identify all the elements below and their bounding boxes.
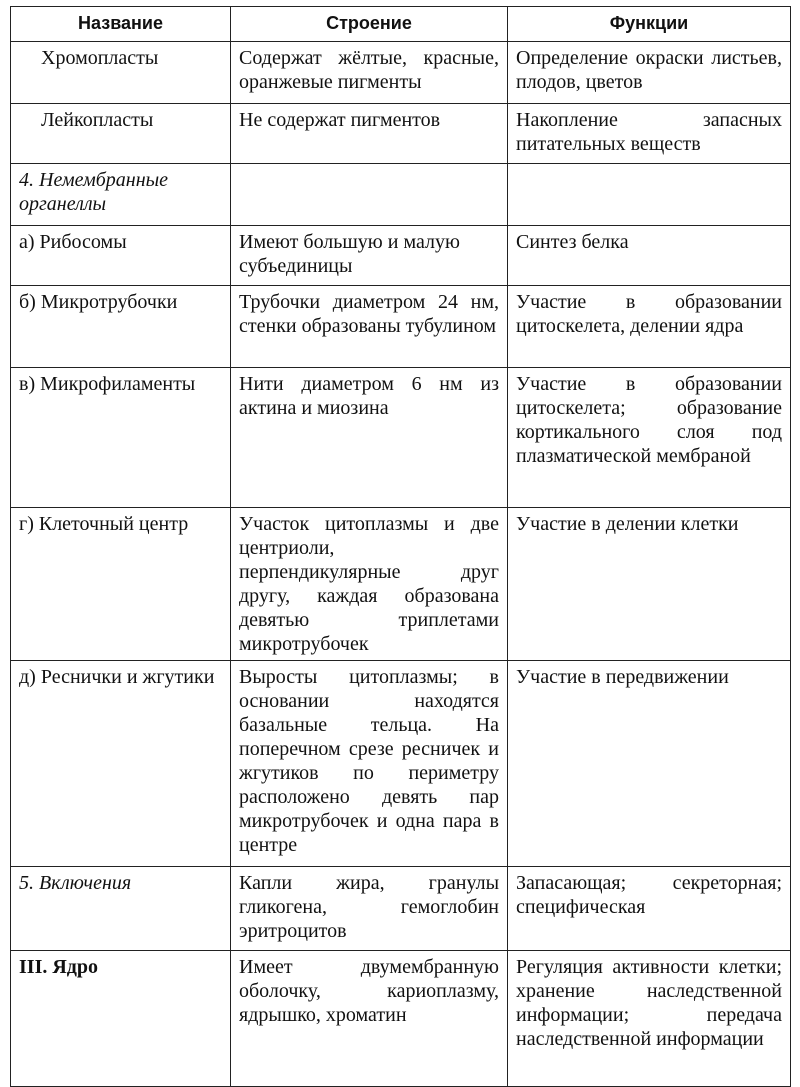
cell-function: Накопление запасных питательных веществ bbox=[508, 104, 791, 164]
cell-name: б) Микротрубочки bbox=[11, 286, 231, 368]
cell-structure: Содержат жёлтые, красные, оранжевые пигменты bbox=[231, 42, 508, 104]
cell-name: 4. Немембранные органеллы bbox=[11, 164, 231, 226]
cell-name: Хромопласты bbox=[11, 42, 231, 104]
cell-structure: Капли жира, гранулы гликогена, гемоглобин эритроцитов bbox=[231, 867, 508, 951]
cell-structure bbox=[231, 164, 508, 226]
cell-function: Участие в делении клетки bbox=[508, 508, 791, 661]
cell-function: Участие в передвижении bbox=[508, 661, 791, 867]
cell-function: Регуляция активности клетки; хранение наследственной информации; передача наследственной информации bbox=[508, 951, 791, 1087]
table-row bbox=[11, 661, 791, 867]
header-function: Функции bbox=[508, 7, 791, 42]
table-row bbox=[11, 226, 791, 286]
table-row bbox=[11, 164, 791, 226]
cell-structure: Имеет двумембранную оболочку, кариоплазму, ядрышко, хроматин bbox=[231, 951, 508, 1087]
cell-function: Синтез белка bbox=[508, 226, 791, 286]
table-row bbox=[11, 368, 791, 508]
table-row bbox=[11, 951, 791, 1087]
table-row bbox=[11, 867, 791, 951]
cell-structure: Не содержат пигментов bbox=[231, 104, 508, 164]
cell-name: а) Рибосомы bbox=[11, 226, 231, 286]
cell-name: г) Клеточный центр bbox=[11, 508, 231, 661]
table-row bbox=[11, 104, 791, 164]
cell-structure: Имеют большую и малую субъединицы bbox=[231, 226, 508, 286]
table-row bbox=[11, 508, 791, 661]
cell-function: Участие в образовании цитоскелета, делении ядра bbox=[508, 286, 791, 368]
header-name: Название bbox=[11, 7, 231, 42]
header-structure: Строение bbox=[231, 7, 508, 42]
cell-structure: Нити диаметром 6 нм из актина и миозина bbox=[231, 368, 508, 508]
cell-function bbox=[508, 164, 791, 226]
cell-structure: Выросты цитоплазмы; в основании находятся базальные тельца. На поперечном срезе ресничек и жгутиков по периметру расположено девять пар микротрубочек и одна пара в центре bbox=[231, 661, 508, 867]
cell-function: Определение окраски листьев, плодов, цветов bbox=[508, 42, 791, 104]
cell-structure: Трубочки диаметром 24 нм, стенки образованы тубулином bbox=[231, 286, 508, 368]
cell-structure: Участок цитоплазмы и две центриоли, перпендикулярные друг другу, каждая образована девятью триплетами микротрубочек bbox=[231, 508, 508, 661]
cell-name: III. Ядро bbox=[11, 951, 231, 1087]
table-row bbox=[11, 42, 791, 104]
header-row bbox=[11, 7, 791, 42]
cell-function: Участие в образовании цитоскелета; образование кортикального слоя под плазматической мембраной bbox=[508, 368, 791, 508]
cell-name: 5. Включения bbox=[11, 867, 231, 951]
organelles-table bbox=[10, 6, 791, 1087]
cell-function: Запасающая; секреторная; специфическая bbox=[508, 867, 791, 951]
cell-name: в) Микрофиламенты bbox=[11, 368, 231, 508]
cell-name: д) Реснички и жгутики bbox=[11, 661, 231, 867]
cell-name: Лейкопласты bbox=[11, 104, 231, 164]
table-row bbox=[11, 286, 791, 368]
